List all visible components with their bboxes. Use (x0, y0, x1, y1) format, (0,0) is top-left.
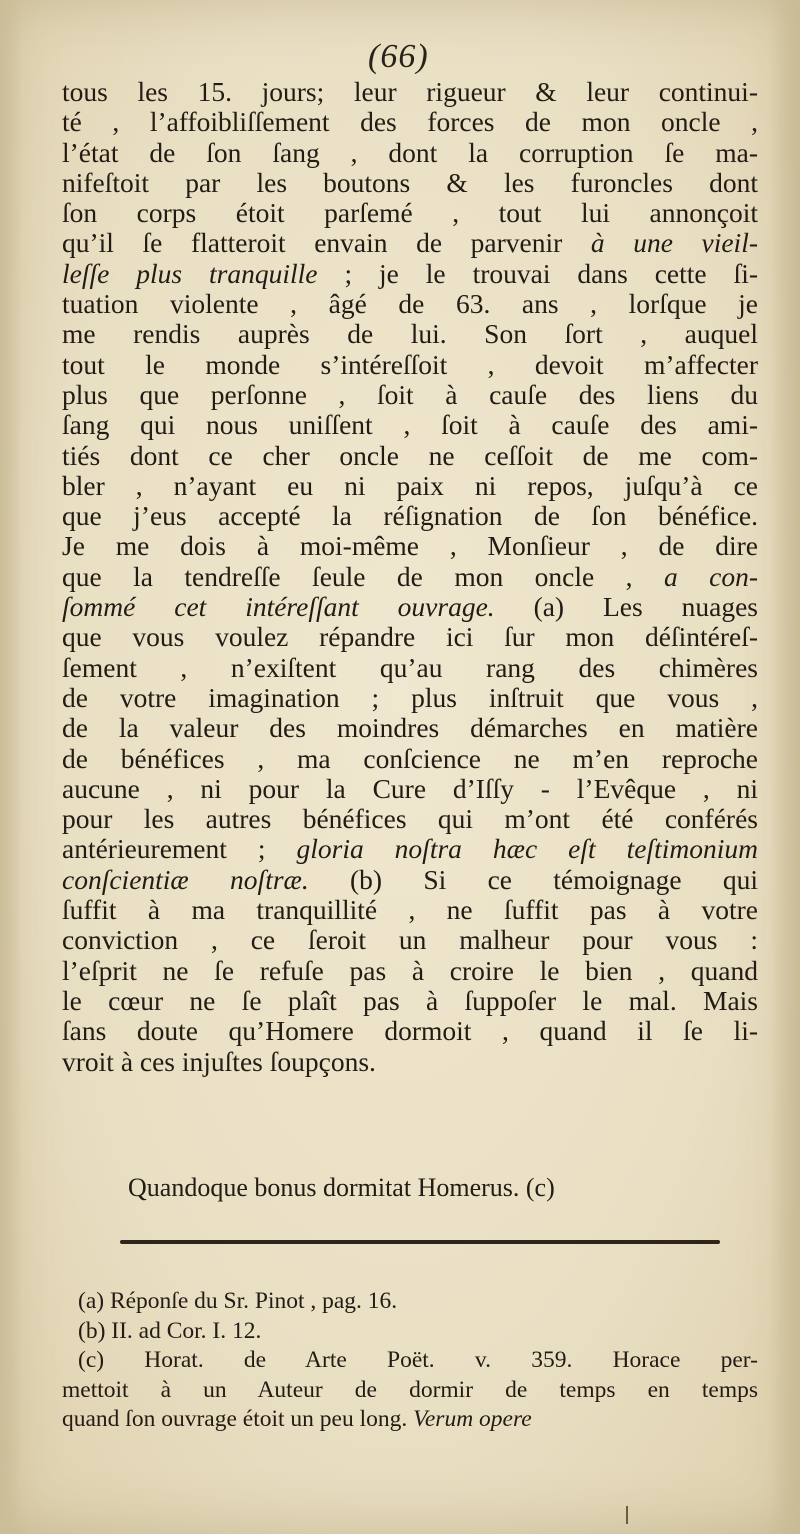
italic-segment: gloria noſtra hæc eſt teſtimonium (296, 833, 758, 865)
latin-quote: Quandoque bonus dormitat Homerus. (c) (128, 1173, 555, 1202)
text-segment: me rendis auprès de lui. Son ſort , auquel (62, 318, 758, 350)
text-line (62, 1016, 758, 1046)
footnote-text: mettoit à un Auteur de dormir de temps en temps (62, 1376, 758, 1403)
text-line (62, 319, 758, 349)
text-segment: tuation violente , âgé de 63. ans , lorſque je (62, 288, 758, 320)
text-line (62, 228, 758, 258)
footnote-text: (b) II. ad Cor. I. 12. (78, 1317, 262, 1344)
text-line (62, 259, 758, 289)
text-segment: de bénéfices , ma conſcience ne m’en reproche (62, 742, 758, 774)
text-segment: conviction , ce ſeroit un malheur pour vous : (62, 924, 758, 956)
text-segment: plus que perſonne , ſoit à cauſe des liens du (62, 378, 758, 410)
text-segment: ; je le trouvai dans cette ſi- (317, 257, 758, 289)
body-text (62, 77, 758, 1077)
text-line (62, 744, 758, 774)
italic-segment: leſſe plus tranquille (62, 257, 318, 289)
footnote-text: (c) Horat. de Arte Poët. v. 359. Horace per- (78, 1347, 758, 1373)
text-segment: que vous voulez répandre ici ſur mon déſintéreſ- (62, 621, 758, 653)
text-segment: pour les autres bénéfices qui m’ont été conférés (62, 803, 758, 835)
text-line (62, 592, 758, 622)
text-line (62, 289, 758, 319)
text-line (62, 956, 758, 986)
text-line (62, 562, 758, 592)
text-line (62, 77, 758, 107)
text-line (62, 925, 758, 955)
text-line (62, 834, 758, 864)
text-line (62, 683, 758, 713)
text-segment: vroit à ces injuſtes ſoupçons. (62, 1045, 376, 1077)
text-segment: de la valeur des moindres démarches en matière (62, 712, 758, 744)
text-segment: ſuffit à ma tranquillité , ne ſuffit pas à votre (62, 894, 758, 926)
text-segment: Je me dois à moi-même , Monſieur , de dire (62, 530, 758, 562)
text-segment: antérieurement ; (62, 833, 297, 865)
text-segment: l’état de ſon ſang , dont la corruption ſe ma- (62, 136, 758, 168)
text-segment: ſang qui nous uniſſent , ſoit à cauſe des ami- (62, 409, 758, 441)
footnote-c-line (62, 1405, 758, 1435)
text-segment: ſon corps étoit parſemé , tout lui annonçoit (62, 197, 758, 229)
text-line (62, 441, 758, 471)
text-segment: que la tendreſſe ſeule de mon oncle , (62, 560, 664, 592)
text-segment: le cœur ne ſe plaît pas à ſuppoſer le mal. Mais (62, 984, 758, 1016)
text-segment: té , l’affoibliſſement des forces de mon oncle , (62, 106, 758, 138)
text-segment: (a) Les nuages (494, 591, 758, 623)
text-line (62, 198, 758, 228)
text-segment: (b) Si ce témoignage qui (308, 863, 758, 895)
text-line (62, 501, 758, 531)
text-segment: tous les 15. jours; leur rigueur & leur continui- (62, 76, 758, 107)
italic-segment: ſommé cet intéreſſant ouvrage. (62, 591, 495, 623)
italic-segment: conſcientiæ noſtræ. (62, 863, 309, 895)
text-segment: aucune , ni pour la Cure d’Iſſy - l’Evêque , ni (62, 772, 758, 804)
text-line (62, 531, 758, 561)
text-line (62, 1047, 758, 1077)
text-line (62, 804, 758, 834)
text-line (62, 895, 758, 925)
page-number: (66) (368, 38, 429, 75)
text-segment: ſans doute qu’Homere dormoit , quand il ſe li- (62, 1015, 758, 1047)
italic-segment: à une vieil- (590, 227, 758, 259)
text-line (62, 471, 758, 501)
text-segment: ſement , n’exiſtent qu’au rang des chimères (62, 651, 758, 683)
text-line (62, 380, 758, 410)
footnotes (62, 1287, 758, 1435)
footnote-divider (120, 1240, 720, 1244)
text-segment: nifeſtoit par les boutons & les furoncles dont (62, 166, 758, 198)
text-line (62, 622, 758, 652)
text-line (62, 107, 758, 137)
text-segment: l’eſprit ne ſe refuſe pas à croire le bien , quand (62, 954, 758, 986)
italic-segment: a con- (663, 560, 758, 592)
text-line (62, 350, 758, 380)
text-segment: que j’eus accepté la réſignation de ſon bénéfice. (62, 500, 758, 532)
footnote-italic-text: Verum opere (413, 1406, 532, 1432)
text-segment: qu’il ſe flatteroit envain de parvenir (62, 227, 591, 259)
footnote-text: (a) Réponſe du Sr. Pinot , pag. 16. (78, 1288, 398, 1314)
footnote-text: quand ſon ouvrage étoit un peu long. (62, 1406, 414, 1432)
page-edge-left (0, 0, 22, 1534)
text-segment: tiés dont ce cher oncle ne ceſſoit de me com- (62, 439, 758, 471)
text-line (62, 865, 758, 895)
text-line (62, 410, 758, 440)
text-line (62, 168, 758, 198)
footnote-a (62, 1287, 758, 1317)
text-segment: tout le monde s’intéreſſoit , devoit m’affecter (62, 348, 758, 380)
page-edge-right (770, 0, 800, 1534)
text-segment: de votre imagination ; plus inſtruit que vous , (62, 681, 758, 713)
text-line (62, 653, 758, 683)
footnote-b (62, 1317, 758, 1347)
footnote-c-line (62, 1376, 758, 1406)
text-line (62, 774, 758, 804)
text-line (62, 986, 758, 1016)
signature-mark (626, 1506, 628, 1524)
text-line (62, 713, 758, 743)
text-line (62, 138, 758, 168)
footnote-c (62, 1346, 758, 1376)
text-segment: bler , n’ayant eu ni paix ni repos, juſqu’à ce (62, 469, 758, 501)
